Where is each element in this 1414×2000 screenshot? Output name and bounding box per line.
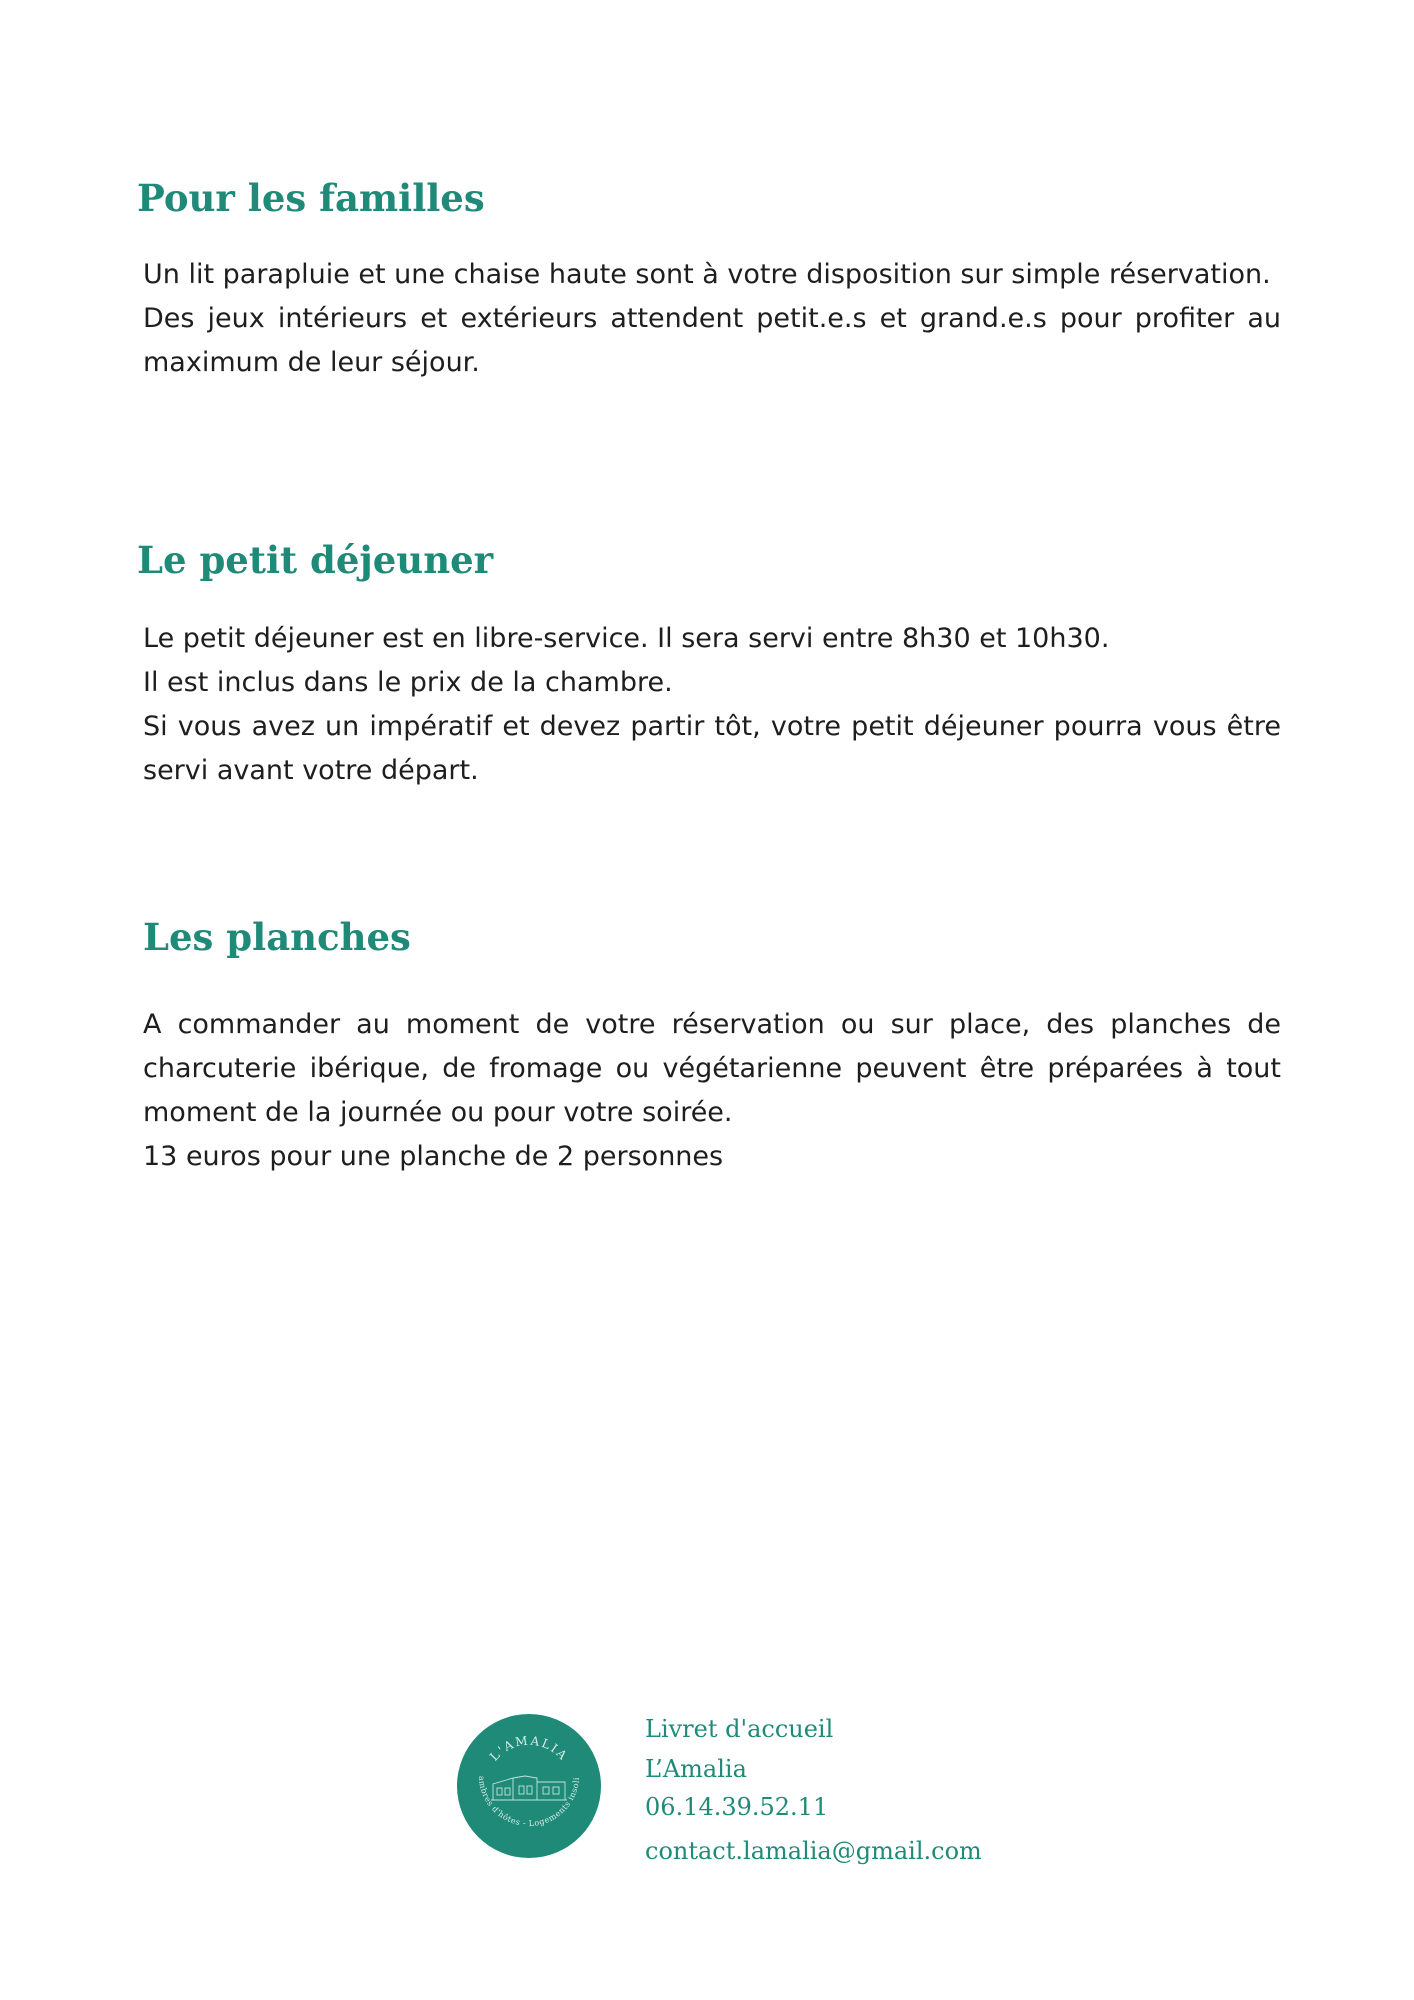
paragraph: Si vous avez un impératif et devez partir tôt, votre petit déjeuner pourra vous être servi avant votre départ. — [143, 711, 1281, 786]
section-title-families: Pour les familles — [137, 176, 485, 220]
email-address[interactable]: contact.lamalia@gmail.com — [645, 1837, 982, 1865]
booklet-label: Livret d'accueil — [645, 1715, 834, 1743]
footer-logo — [457, 1714, 601, 1858]
logo-arc-text: ambres d'hôtes - Logements insoli — [476, 1775, 582, 1829]
amalia-logo-icon — [457, 1714, 601, 1858]
paragraph: A commander au moment de votre réservation ou sur place, des planches de charcuterie ibérique, de fromage ou végétarienne peuvent être préparées à tout moment de la journée ou pour votre soirée. — [143, 1009, 1281, 1128]
logo-top-text: L'AMALIA — [486, 1733, 571, 1764]
section-title-boards: Les planches — [143, 915, 411, 959]
paragraph: Des jeux intérieurs et extérieurs attendent petit.e.s et grand.e.s pour profiter au maximum de leur séjour. — [143, 303, 1281, 378]
section-body-boards — [143, 1003, 1281, 1179]
section-title-breakfast: Le petit déjeuner — [137, 538, 494, 582]
section-body-families — [143, 253, 1281, 385]
footer-contact — [645, 1710, 982, 1870]
section-body-breakfast — [143, 617, 1281, 793]
host-name: L’Amalia — [645, 1755, 747, 1783]
paragraph: 13 euros pour une planche de 2 personnes — [143, 1141, 724, 1172]
phone-number[interactable]: 06.14.39.52.11 — [645, 1793, 829, 1821]
paragraph: Le petit déjeuner est en libre-service. Il sera servi entre 8h30 et 10h30. — [143, 623, 1110, 654]
paragraph: Un lit parapluie et une chaise haute sont à votre disposition sur simple réservation. — [143, 259, 1271, 290]
paragraph: Il est inclus dans le prix de la chambre. — [143, 667, 673, 698]
